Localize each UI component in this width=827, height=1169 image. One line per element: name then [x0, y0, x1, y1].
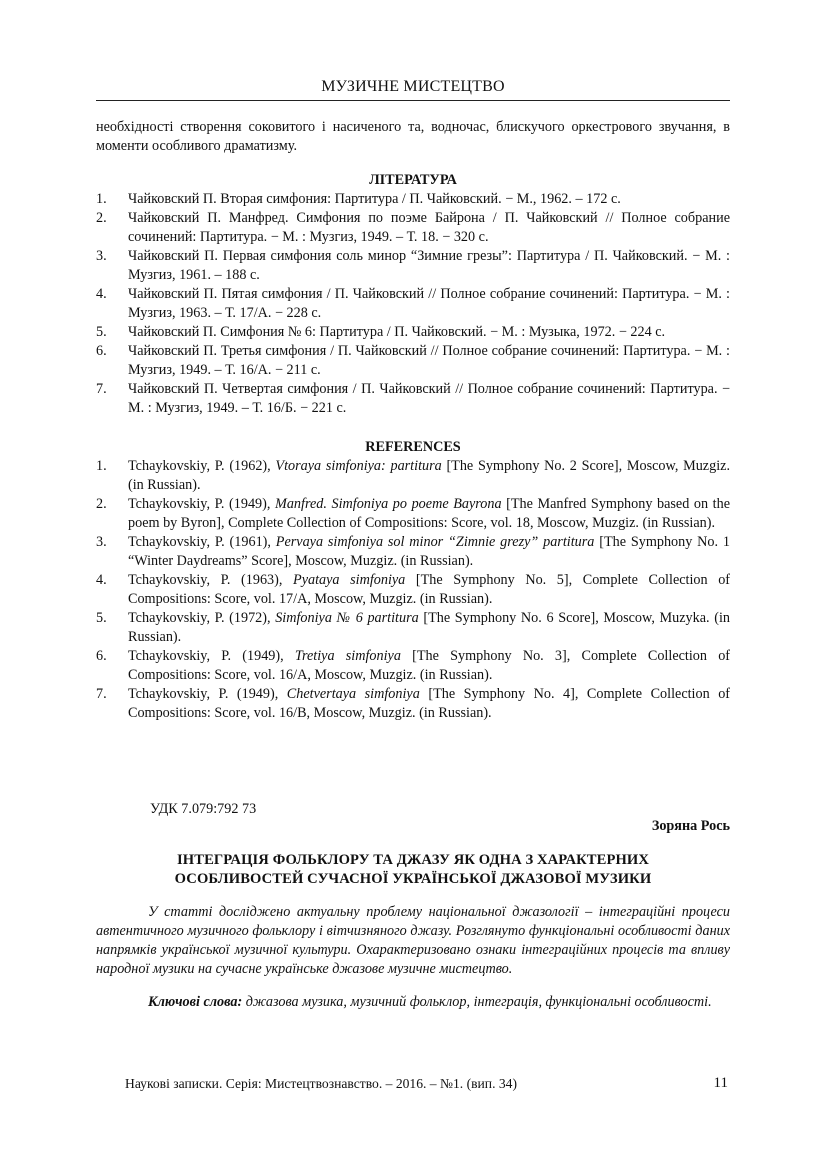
keywords-paragraph — [96, 993, 730, 1012]
ref-author: Tchaykovskiy, P. (1972), — [128, 610, 276, 626]
ref-details: [The Symphony No. 4], Complete Collection of Compositions: Score, vol. 16/B, Moscow, Muzgiz. (in Russian). — [128, 686, 731, 721]
reference-item — [96, 609, 730, 647]
reference-item — [96, 647, 730, 685]
item-number: 7. — [96, 381, 107, 397]
article-title — [96, 851, 730, 889]
literature-list — [96, 190, 730, 418]
literature-item — [96, 190, 730, 209]
item-number: 2. — [96, 496, 107, 512]
ref-title: Pyataya simfoniya — [293, 572, 406, 588]
reference-item — [96, 533, 730, 571]
ref-details: [The Symphony No. 5], Complete Collection of Compositions: Score, vol. 17/A, Moscow, Muzgiz. (in Russian). — [128, 572, 731, 607]
reference-item — [96, 457, 730, 495]
literature-item — [96, 209, 730, 247]
item-number: 5. — [96, 610, 107, 626]
abstract-paragraph: У статті досліджено актуальну проблему національної джазології – інтеграційні процеси автентичного музичного фольклору і вітчизняного джазу. Розглянуто функціональні особливості даних напрямків української музичної культури. Охарактеризовано ознаки інтеграційних процесів та впливу народної музики на сучасне українське джазове музичне мистецтво. — [96, 904, 730, 977]
author-name: Зоряна Рось — [651, 818, 730, 834]
ref-details: [The Symphony No. 6 Score], Moscow, Muzyka. (in Russian). — [128, 610, 730, 645]
page-number: 11 — [713, 1075, 728, 1091]
reference-item — [96, 495, 730, 533]
keywords-text: джазова музика, музичний фольклор, інтеграція, функціональні особливості. — [242, 994, 712, 1010]
ref-title: Tretiya simfoniya — [294, 648, 401, 664]
ref-author: Tchaykovskiy, P. (1963), — [128, 572, 294, 588]
literature-item — [96, 323, 730, 342]
references-title: REFERENCES — [365, 439, 461, 455]
literature-item — [96, 342, 730, 380]
literature-item — [96, 380, 730, 418]
ref-title: Pervaya simfoniya sol minor “Zimnie grezy” partitura — [275, 534, 595, 550]
references-list — [96, 457, 730, 723]
ref-title: Vtoraya simfoniya: partitura — [275, 458, 442, 474]
item-number: 4. — [96, 572, 107, 588]
ref-details: [The Symphony No. 3], Complete Collection of Compositions: Score, vol. 16/A, Moscow, Muzgiz. (in Russian). — [128, 648, 731, 683]
item-number: 5. — [96, 324, 107, 340]
item-text: Чайковский П. Третья симфония / П. Чайковский // Полное собрание сочинений: Партитура. − М. : Музгиз, 1949. – Т. 16/А. − 211 с. — [128, 343, 730, 378]
literature-item — [96, 247, 730, 285]
item-number: 1. — [96, 458, 107, 474]
item-number: 7. — [96, 686, 107, 702]
reference-item — [96, 571, 730, 609]
item-text: Чайковский П. Симфония № 6: Партитура / П. Чайковский. − М. : Музыка, 1972. − 224 с. — [128, 324, 666, 340]
ref-author: Tchaykovskiy, P. (1961), — [128, 534, 276, 550]
running-header: МУЗИЧНЕ МИСТЕЦТВО — [321, 78, 505, 95]
intro-paragraph: необхідності створення соковитого і насиченого та, водночас, блискучого оркестрового звучання, в моменти особливого драматизму. — [96, 119, 730, 154]
article-title-line: ІНТЕГРАЦІЯ ФОЛЬКЛОРУ ТА ДЖАЗУ ЯК ОДНА З ХАРАКТЕРНИХ — [177, 852, 649, 868]
item-number: 2. — [96, 210, 107, 226]
item-text: Чайковский П. Вторая симфония: Партитура / П. Чайковский. − М., 1962. – 172 с. — [128, 191, 621, 207]
ref-title: Simfoniya № 6 partitura — [275, 610, 419, 626]
item-number: 6. — [96, 648, 107, 664]
keywords-label: Ключові слова: — [148, 994, 243, 1010]
ref-details: [The Symphony No. 2 Score], Moscow, Muzgiz. (in Russian). — [128, 458, 730, 493]
item-number: 6. — [96, 343, 107, 359]
ref-title: Manfred. Simfoniya po poeme Bayrona — [275, 496, 502, 512]
ref-title: Chetvertaya simfoniya — [286, 686, 420, 702]
literature-item — [96, 285, 730, 323]
ref-details: [The Manfred Symphony based on the poem by Byron], Complete Collection of Compositions: Score, vol. 18, Moscow, Muzgiz. (in Russian). — [128, 496, 731, 531]
reference-item — [96, 685, 730, 723]
header-rule — [96, 100, 730, 101]
item-number: 3. — [96, 534, 107, 550]
ref-author: Tchaykovskiy, P. (1949), — [128, 496, 276, 512]
ref-author: Tchaykovskiy, P. (1949), — [128, 648, 295, 664]
literature-title: ЛІТЕРАТУРА — [369, 172, 457, 188]
item-text: Чайковский П. Манфред. Симфония по поэме Байрона / П. Чайковский // Полное собрание сочинений: Партитура. − М. : Музгиз, 1949. – Т. 18. − 320 с. — [128, 210, 730, 245]
item-number: 1. — [96, 191, 107, 207]
ref-author: Tchaykovskiy, P. (1962), — [128, 458, 276, 474]
item-number: 3. — [96, 248, 107, 264]
footer-journal: Наукові записки. Серія: Мистецтвознавство. – 2016. – №1. (вип. 34) — [125, 1076, 517, 1091]
udk-code: УДК 7.079:792 73 — [150, 801, 257, 817]
item-text: Чайковский П. Четвертая симфония / П. Чайковский // Полное собрание сочинений: Партитура. − М. : Музгиз, 1949. – Т. 16/Б. − 221 с. — [128, 381, 730, 416]
item-text: Чайковский П. Первая симфония соль минор “Зимние грезы”: Партитура / П. Чайковский. − М. : Музгиз, 1961. – 188 с. — [128, 248, 730, 283]
ref-author: Tchaykovskiy, P. (1949), — [128, 686, 287, 702]
item-number: 4. — [96, 286, 107, 302]
ref-details: [The Symphony No. 1 “Winter Daydreams” Score], Moscow, Muzgiz. (in Russian). — [128, 534, 730, 569]
item-text: Чайковский П. Пятая симфония / П. Чайковский // Полное собрание сочинений: Партитура. − М. : Музгиз, 1963. – Т. 17/А. − 228 с. — [128, 286, 730, 321]
article-title-line: ОСОБЛИВОСТЕЙ СУЧАСНОЇ УКРАЇНСЬКОЇ ДЖАЗОВОЇ МУЗИКИ — [174, 871, 652, 887]
